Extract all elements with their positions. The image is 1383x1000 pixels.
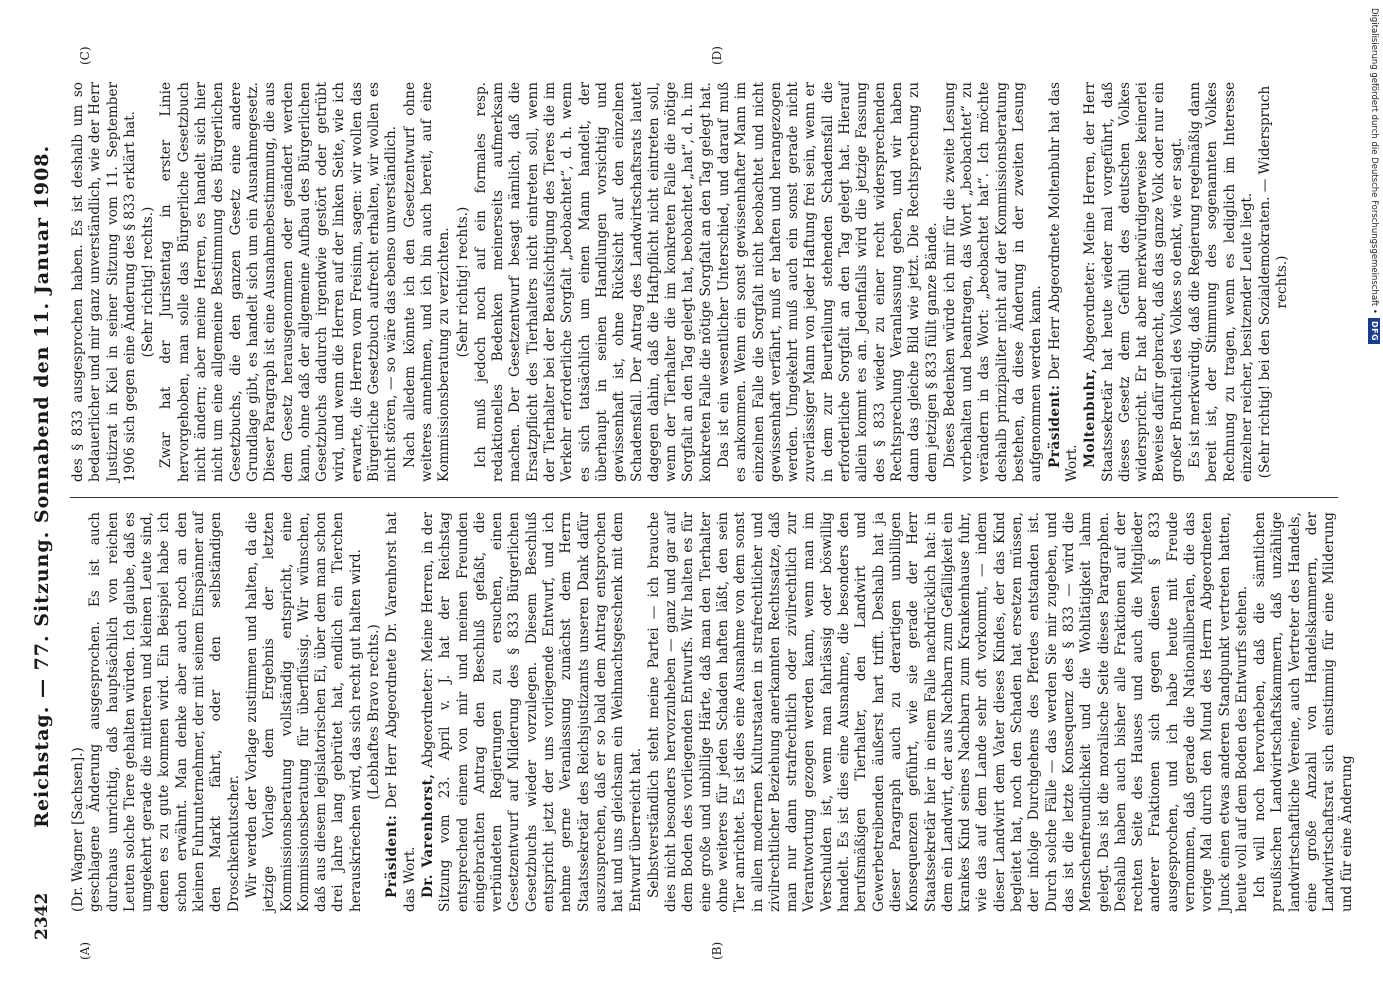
applause-note: (Sehr richtig! rechts.) bbox=[454, 206, 471, 358]
margin-marker-b: (B) bbox=[710, 941, 724, 960]
paragraph: Dieses Bedenken würde ich mir für die zweite Lesung vorbehalten und beantragen, das Wort „beobachtet“ zu verändern in das Wort: „beobachtet hat“. Ich möchte deshalb prinzipaliter nicht auf der Kommissionsberatung bestehen, da diese Änderung in der zweiten Lesung aufgenommen werden kann. bbox=[941, 82, 1045, 482]
paragraph: (Dr. Wagner [Sachsen].) geschlagene Änderung ausgesprochen. Es ist auch durchaus unrichtig, daß hauptsächlich von reichen Leuten solche Tiere gehalten würden. Ich glaube, daß es umgekehrt gerade die mittleren und kleinen Leute sind, denen es zu gute kommen wird. Ein Beispiel habe ich schon erwähnt. Man denke aber auch noch an den kleinen Fuhrunternehmer, der mit seinem Einspänner auf den Markt fährt, oder den selbständigen Droschkenkutscher. bbox=[70, 512, 242, 912]
paragraph: Moltenbuhr, Abgeordneter: Meine Herren, der Herr Staatssekretär hat heute wieder mal vorgeführt, daß dieses Gesetz dem Gefühl des deutschen Volkes widerspricht. Er hat aber merkwürdigerweise keinerlei Beweise dafür gebracht, daß das ganze Volk oder nur ein großer Bruchteil des Volkes so denkt, wie er sagt. bbox=[1082, 82, 1185, 482]
speaker-ref: (Dr. Wagner [Sachsen].) bbox=[70, 747, 86, 912]
applause-note: (Sehr richtig! bei den Sozialdemokraten. — Widerspruch rechts.) bbox=[1257, 85, 1291, 479]
left-column bbox=[70, 512, 1353, 912]
margin-marker-d: (D) bbox=[710, 46, 724, 65]
paragraph: Ich will noch hervorheben, daß die sämtlichen preußischen Landwirtschaftskammern, daß unzählige landwirtschaftliche Vereine, auch Vertreter des Handels, eine große Anzahl von Handelskammern, der Landwirtschaftsrat sich einstimmig für eine Milderung und für eine Änderung bbox=[1252, 512, 1355, 912]
paragraph: Präsident: Der Herr Abgeordnete Moltenbuhr hat das Wort. bbox=[1046, 82, 1080, 482]
credit-text: Digitalisierung gefördert durch die Deutsche Forschungsgemeinschaft • bbox=[1369, 8, 1379, 314]
margin-marker-c: (C) bbox=[78, 46, 92, 65]
paragraph: des § 833 ausgesprochen haben. Es ist deshalb um so bedauerlicher und mir ganz unverständlich, wie der Herr Justizrat in Kiel in seiner Sitzung vom 11. September 1906 sich gegen eine Änderung des § 833 erklärt hat. bbox=[70, 82, 138, 482]
column-divider bbox=[70, 497, 1338, 498]
page-header bbox=[22, 40, 62, 940]
paragraph: Präsident: Der Herr Abgeordnete Dr. Varenhorst hat das Wort. bbox=[384, 511, 418, 912]
applause-note: (Sehr richtig! rechts.) bbox=[140, 206, 157, 358]
right-column bbox=[70, 82, 1353, 482]
paragraph: Nach alledem könnte ich den Gesetzentwurf ohne weiteres annehmen, und ich bin auch bereit, auf eine Kommissionsberatung zu verzichten. bbox=[401, 82, 453, 482]
page-number: 2342 bbox=[32, 892, 52, 940]
paragraph: Selbstverständlich steht meine Partei — ich brauche dies nicht besonders hervorzuheben — ganz und gar auf dem Boden des vorliegenden Entwurfs. Wir halten es für eine große und unbillige Härte, daß man den Tierhalter ohne weiteres für jeden Schaden haften läßt, den sein Tier anrichtet. Es ist dies eine Ausnahme von dem sonst in allen modernen Kulturstaaten in strafrechtlicher und zivilrechtlicher Beziehung anerkannten Rechtssatze, daß man nur dann strafrechtlich oder zivilrechtlich zur Verantwortung gezogen werden kann, wenn man im Verschulden ist, wenn man fahrlässig oder böswillig handelt. Es ist dies eine Ausnahme, die besonders den berufsmäßigen Tierhalter, den Landwirt und Gewerbetreibenden äußerst hart trifft. Deshalb hat ja dieser Paragraph auch zu derartigen unbilligen Konsequenzen geführt, wie sie gerade der Herr Staatssekretär hier in einem Falle nachdrücklich hat: in dem ein Landwirt, der aus Nachbarn zum Gefälligkeit ein krankes Kind seines Nachbarn zum Krankenhause fuhr, wie das auf dem Lande sehr oft vorkommt, — indem dieser Landwirt dem Vater dieses Kindes, der das Kind begleitet hat, noch den Schaden hat ersetzen müssen, der infolge Durchgehens des Pferdes entstanden ist. Durch solche Fälle — das werden Sie mir zugeben, und das ist die letzte Konsequenz des § 833 — wird die Menschenfreundlichkeit und die Wohltätigkeit lahm gelegt. Das ist die moralische Seite dieses Paragraphen. Deshalb haben auch bisher alle Fraktionen auf der rechten Seite des Hauses und auch die Mitglieder anderer Fraktionen sich gegen diesen § 833 ausgesprochen, und ich habe heute mit Freude vernommen, daß gerade die Nationalliberalen, die das vorige Mal durch den Mund des Herrn Abgeordneten Junck einen etwas anderen Standpunkt vertreten hatten, heute voll auf dem Boden des Entwurfs stehen. bbox=[645, 512, 1250, 912]
paragraph: Dr. Varenhorst, Abgeordneter: Meine Herren, in der Sitzung vom 23. April v. J. hat der Reichstag entsprechend einem von mir und meinen Freunden eingebrachten Antrag den Beschluß gefaßt, die verbündeten Regierungen zu ersuchen, einen Gesetzentwurf auf Milderung des § 833 Bürgerlichen Gesetzbuchs wieder vorzulegen. Diesem Beschluß entspricht jetzt der uns vorliegende Entwurf, und ich nehme gerne Veranlassung zunächst dem Herrn Staatssekretär des Reichsjustizamts unseren Dank dafür auszusprechen, daß er so bald dem Antrag entsprochen hat und uns gleichsam ein Weihnachtsgeschenk mit dem Entwurf überreicht hat. bbox=[419, 511, 644, 912]
paragraph: Ich muß jedoch noch auf ein formales resp. redaktionelles Bedenken meinerseits aufmerksam machen. Der Gesetzentwurf besagt nämlich, daß die Ersatzpflicht des Tierhalters nicht eintreten soll, wenn der Tierhalter bei der Beaufsichtigung des Tieres die im Verkehr erforderliche Sorgfalt „beobachtet“, d. h. wenn es sich tatsächlich um einen Mann handelt, der überhaupt in seinen Handlungen vorsichtig und gewissenhaft ist, ohne Rücksicht auf den einzelnen Schadensfall. Der Antrag des Landwirtschaftsrats lautet dagegen dahin, daß die Haftpflicht nicht eintreten soll, wenn der Tierhalter die im konkreten Falle die nötige Sorgfalt an den Tag gelegt hat, beobachtet „hat“, d. h. im konkreten Falle die nötige Sorgfalt an den Tag gelegt hat. bbox=[472, 82, 714, 482]
paragraph: Es ist merkwürdig, daß die Regierung regelmäßig dann bereit ist, der Stimmung des sogenannten Volkes Rechnung zu tragen, wenn es lediglich im Interesse einzelner reicher, besitzender Leute liegt. bbox=[1187, 82, 1255, 482]
dfg-logo-icon: DFG bbox=[1368, 318, 1380, 344]
text-columns bbox=[70, 40, 1353, 960]
paragraph: Das ist ein wesentlicher Unterschied, und darauf muß es ankommen. Wenn ein sonst gewissenhafter Mann im einzelnen Falle die Sorgfalt nicht beobachtet und nicht gewissenhaft verfährt, muß er haften und herangezogen werden. Umgekehrt muß auch ein sonst gerade nicht zuverlässiger Mann von jeder Haftung frei sein, wenn er in dem zur Beurteilung stehenden Schadensfall die erforderliche Sorgfalt an den Tag gelegt hat. Hierauf allein kommt es an. Jedenfalls wird die jetzige Fassung des § 833 wieder zu einer recht widersprechenden Rechtsprechung Veranlassung geben, und wir haben dann das gleiche Bild wie jetzt. Die Rechtsprechung zu dem jetzigen § 833 füllt ganze Bände. bbox=[715, 82, 940, 482]
applause-note: (Lebhaftes Bravo rechts.) bbox=[366, 624, 383, 800]
digitization-credit bbox=[1366, 8, 1382, 478]
running-title: Reichstag. — 77. Sitzung. Sonnabend den 11. Januar 1908. bbox=[31, 144, 53, 828]
paragraph: Wir werden der Vorlage zustimmen und halten, da die jetzige Vorlage dem Ergebnis der letzten Kommissionsberatung vollständig entspricht, eine Kommissionsberatung für überflüssig. Wir wünschen, daß aus diesem legislatorischen Ei, über dem man schon drei Jahre lang gebrütet hat, endlich ein Tierchen herauskriechen wird, das sich recht gut halten wird. bbox=[243, 512, 364, 912]
paragraph: Zwar hat der Juristentag in erster Linie hervorgehoben, man solle das Bürgerliche Gesetzbuch nicht ändern; aber meine Herren, es handelt sich hier nicht um eine allgemeine Bestimmung des Bürgerlichen Gesetzbuchs, die den ganzen Gesetz eine andere Grundlage gibt, es handelt sich um ein Ausnahmegesetz. Dieser Paragraph ist eine Ausnahmebestimmung, die aus dem Gesetz herausgenommen oder geändert werden kann, ohne daß der allgemeine Aufbau des Bürgerlichen Gesetzbuchs dadurch irgendwie gestört oder getrübt wird, und wenn die Herren auf der linken Seite, wie ich erwarte, die Herren vom Freisinn, sagen: wir wollen das Bürgerliche Gesetzbuch aufrecht erhalten, wir wollen es nicht stören, — so wäre das ebenso unverständlich. bbox=[158, 82, 400, 482]
margin-marker-a: (A) bbox=[78, 941, 92, 960]
